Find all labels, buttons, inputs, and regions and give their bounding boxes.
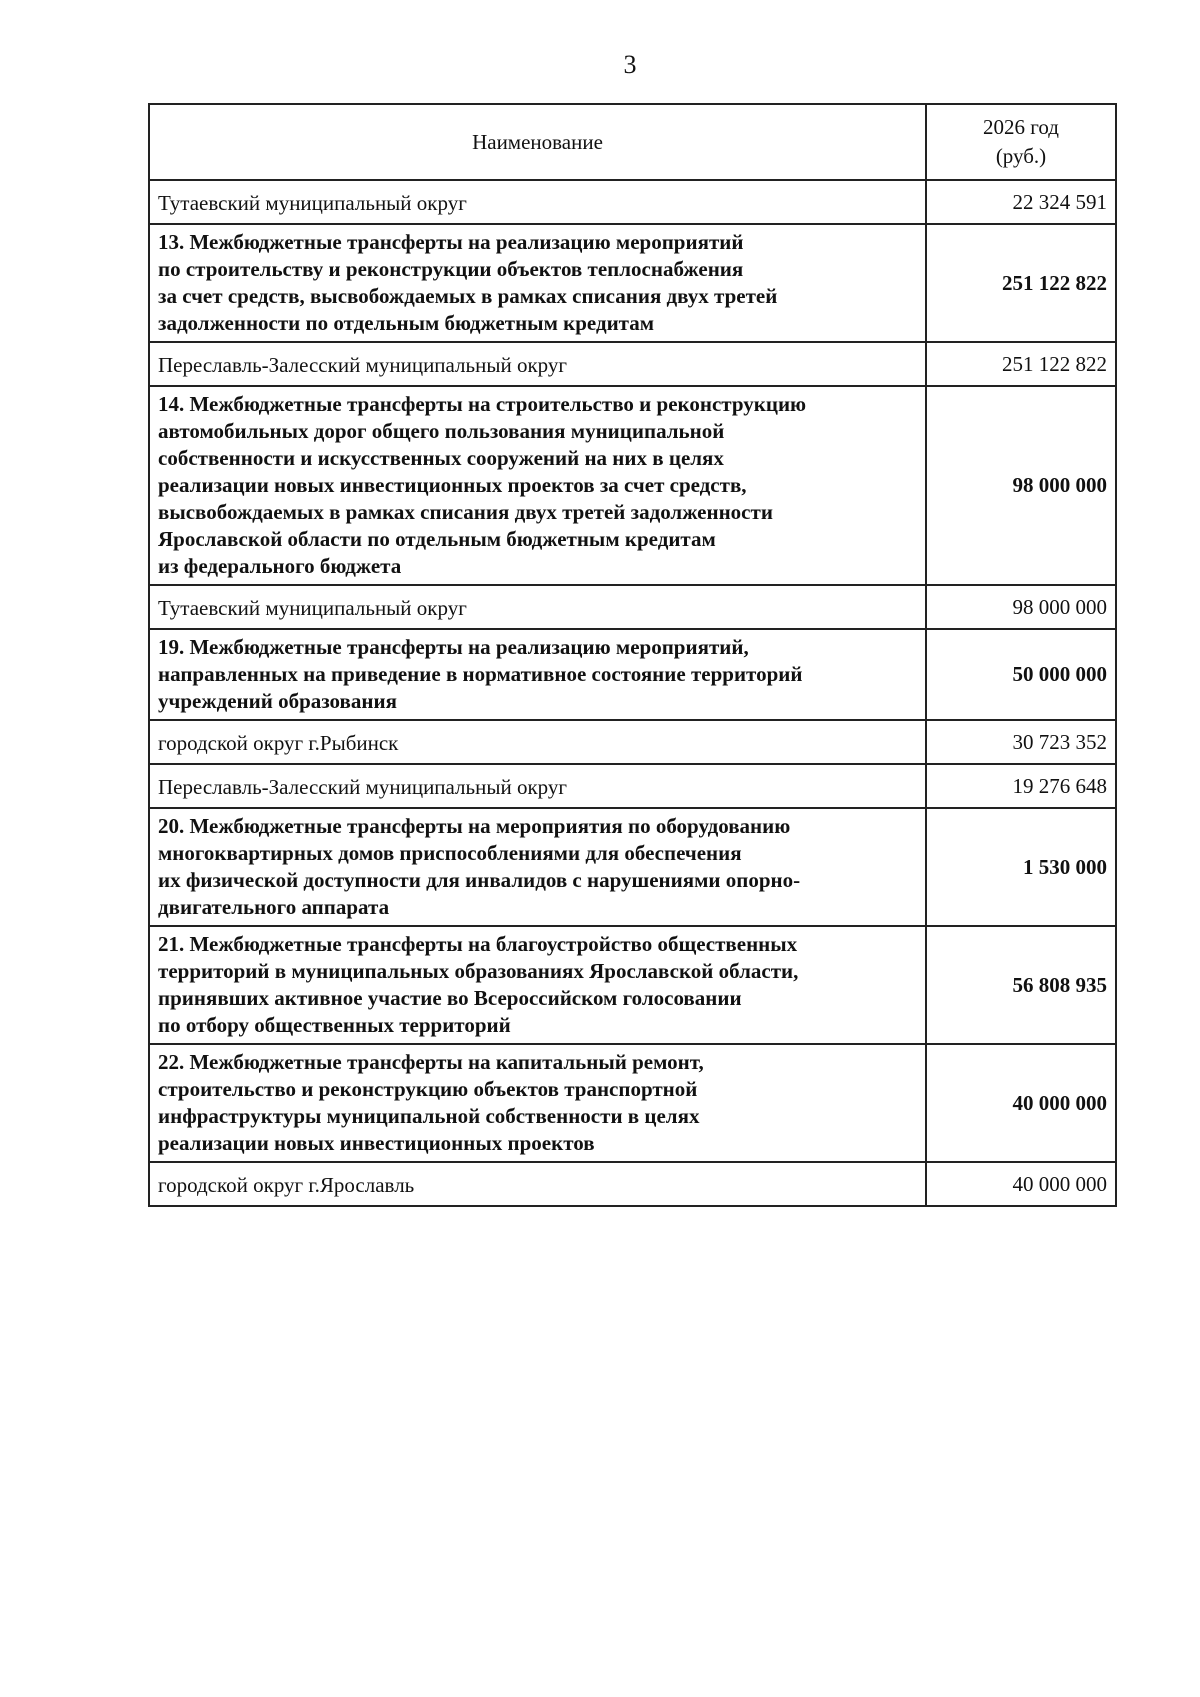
section-title-line: собственности и искусственных сооружений на них в целях (158, 446, 724, 470)
row-name: Тутаевский муниципальный округ (149, 180, 926, 224)
section-title (149, 808, 926, 926)
section-title-line: за счет средств, высвобождаемых в рамках списания двух третей (158, 284, 778, 308)
section-title-line: 22. Межбюджетные трансферты на капитальный ремонт, (158, 1050, 704, 1074)
section-title-line: территорий в муниципальных образованиях Ярославской области, (158, 959, 799, 983)
section-total: 98 000 000 (926, 386, 1116, 585)
section-title-line: учреждений образования (158, 689, 397, 713)
section-title-line: 20. Межбюджетные трансферты на мероприятия по оборудованию (158, 814, 791, 838)
section-title-line: Ярославской области по отдельным бюджетным кредитам (158, 527, 716, 551)
budget-table (148, 103, 1117, 1207)
section-title-line: многоквартирных домов приспособлениями для обеспечения (158, 841, 742, 865)
section-title-line: двигательного аппарата (158, 895, 390, 919)
table-row (149, 764, 1116, 808)
table-row-section (149, 1044, 1116, 1162)
column-header-unit: (руб.) (995, 144, 1047, 168)
section-title-line: по строительству и реконструкции объектов теплоснабжения (158, 257, 744, 281)
table-row-section (149, 386, 1116, 585)
section-title-line: 19. Межбюджетные трансферты на реализацию мероприятий, (158, 635, 749, 659)
row-name: городской округ г.Рыбинск (149, 720, 926, 764)
section-title (149, 1044, 926, 1162)
table-header-row (149, 104, 1116, 180)
section-title-line: автомобильных дорог общего пользования муниципальной (158, 419, 725, 443)
section-total: 1 530 000 (926, 808, 1116, 926)
section-title-line: реализации новых инвестиционных проектов (158, 1131, 595, 1155)
column-header-name: Наименование (149, 104, 926, 180)
section-title-line: принявших активное участие во Всероссийском голосовании (158, 986, 742, 1010)
section-title-line: 21. Межбюджетные трансферты на благоустройство общественных (158, 932, 798, 956)
section-title-line: по отбору общественных территорий (158, 1013, 511, 1037)
section-title-line: высвобождаемых в рамках списания двух третей задолженности (158, 500, 773, 524)
table-row (149, 342, 1116, 386)
section-title-line: 13. Межбюджетные трансферты на реализацию мероприятий (158, 230, 744, 254)
table-row (149, 720, 1116, 764)
section-title-line: задолженности по отдельным бюджетным кредитам (158, 311, 655, 335)
row-name: городской округ г.Ярославль (149, 1162, 926, 1206)
row-name: Переславль-Залесский муниципальный округ (149, 342, 926, 386)
row-value: 40 000 000 (926, 1162, 1116, 1206)
section-total: 40 000 000 (926, 1044, 1116, 1162)
row-value: 19 276 648 (926, 764, 1116, 808)
section-title-line: строительство и реконструкцию объектов транспортной (158, 1077, 698, 1101)
section-total: 251 122 822 (926, 224, 1116, 342)
section-total: 50 000 000 (926, 629, 1116, 720)
row-value: 30 723 352 (926, 720, 1116, 764)
table-row-section (149, 808, 1116, 926)
section-title-line: их физической доступности для инвалидов с нарушениями опорно- (158, 868, 801, 892)
table-row (149, 1162, 1116, 1206)
row-value: 98 000 000 (926, 585, 1116, 629)
section-title (149, 926, 926, 1044)
table-row (149, 180, 1116, 224)
section-title-line: реализации новых инвестиционных проектов за счет средств, (158, 473, 747, 497)
column-header-value (926, 104, 1116, 180)
row-name: Тутаевский муниципальный округ (149, 585, 926, 629)
section-title-line: инфраструктуры муниципальной собственности в целях (158, 1104, 700, 1128)
section-title (149, 386, 926, 585)
section-title-line: направленных на приведение в нормативное состояние территорий (158, 662, 803, 686)
table-row-section (149, 224, 1116, 342)
section-title-line: 14. Межбюджетные трансферты на строительство и реконструкцию (158, 392, 807, 416)
section-title (149, 224, 926, 342)
column-header-year: 2026 год (983, 115, 1059, 139)
table-row-section (149, 926, 1116, 1044)
row-value: 251 122 822 (926, 342, 1116, 386)
row-name: Переславль-Залесский муниципальный округ (149, 764, 926, 808)
table-row (149, 585, 1116, 629)
section-title (149, 629, 926, 720)
row-value: 22 324 591 (926, 180, 1116, 224)
section-total: 56 808 935 (926, 926, 1116, 1044)
section-title-line: из федерального бюджета (158, 554, 402, 578)
page-number: 3 (623, 50, 637, 79)
table-row-section (149, 629, 1116, 720)
